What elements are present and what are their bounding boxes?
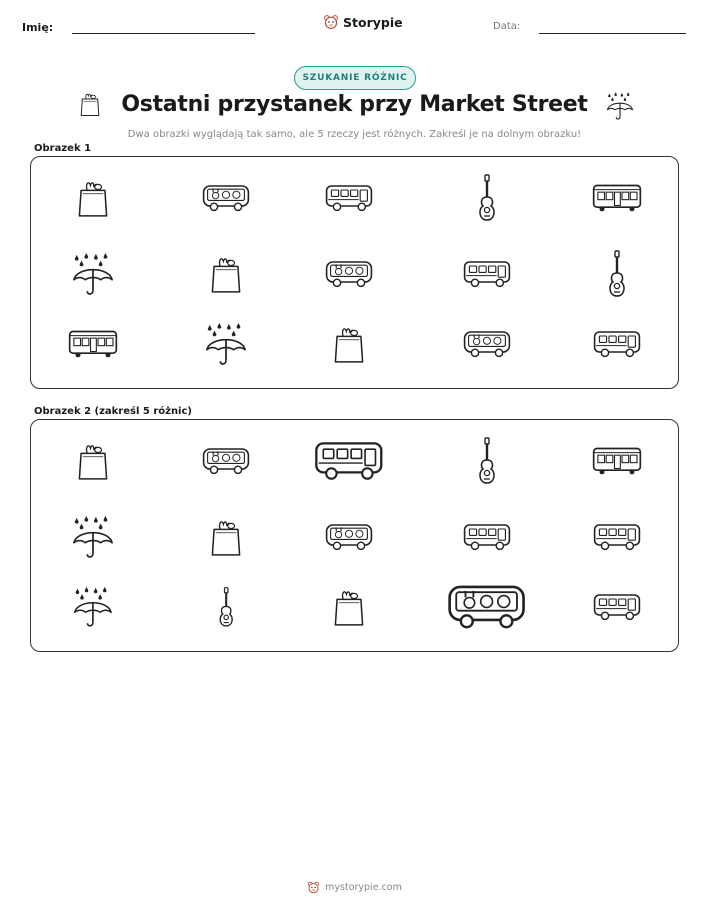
bus-icon[interactable] — [463, 522, 511, 552]
name-label: Imię: — [22, 21, 54, 34]
footer-url[interactable]: mystorypie.com — [325, 882, 402, 893]
brand-logo — [323, 14, 403, 30]
animal-bus-icon[interactable] — [325, 522, 373, 552]
grocery-bag-icon[interactable] — [76, 178, 110, 218]
grocery-bag-icon[interactable] — [76, 441, 110, 481]
animal-bus-icon[interactable] — [202, 183, 250, 213]
guitar-icon[interactable] — [216, 586, 236, 629]
picture1-label: Obrazek 1 — [34, 143, 92, 154]
train-car-icon[interactable] — [592, 445, 642, 477]
grocery-bag-icon[interactable] — [332, 324, 366, 364]
bus-icon[interactable] — [593, 329, 641, 359]
name-field[interactable] — [72, 33, 255, 34]
umbrella-rain-icon[interactable] — [72, 585, 114, 629]
picture2-label: Obrazek 2 (zakreśl 5 różnic) — [34, 406, 192, 417]
bus-icon[interactable] — [314, 439, 384, 483]
brand-name: Storypie — [343, 14, 403, 30]
umbrella-rain-icon[interactable] — [71, 251, 115, 297]
bear-logo-icon — [323, 14, 339, 30]
guitar-icon[interactable] — [475, 436, 499, 486]
guitar-icon[interactable] — [605, 249, 629, 299]
train-car-icon[interactable] — [592, 182, 642, 214]
footer — [0, 881, 709, 894]
umbrella-rain-icon — [605, 91, 635, 121]
animal-bus-icon[interactable] — [447, 582, 526, 632]
grocery-bag-icon[interactable] — [209, 517, 243, 557]
train-car-icon[interactable] — [68, 328, 118, 360]
bus-icon[interactable] — [325, 183, 373, 213]
grocery-bag-icon[interactable] — [332, 587, 366, 627]
guitar-icon[interactable] — [475, 173, 499, 223]
umbrella-rain-icon[interactable] — [204, 321, 248, 367]
date-field[interactable] — [539, 33, 686, 34]
bus-icon[interactable] — [593, 592, 641, 622]
grocery-bag-icon[interactable] — [209, 254, 243, 294]
page-title: Ostatni przystanek przy Market Street — [121, 92, 588, 117]
instructions: Dwa obrazki wyglądają tak samo, ale 5 rzeczy jest różnych. Zakreśl je na dolnym obrazku! — [127, 129, 582, 140]
date-label: Data: — [493, 21, 521, 32]
animal-bus-icon[interactable] — [325, 259, 373, 289]
umbrella-rain-icon[interactable] — [71, 514, 115, 560]
bus-icon[interactable] — [463, 259, 511, 289]
activity-badge: SZUKANIE RÓŻNIC — [294, 66, 416, 90]
animal-bus-icon[interactable] — [463, 329, 511, 359]
bear-logo-icon — [307, 881, 320, 894]
animal-bus-icon[interactable] — [202, 446, 250, 476]
bus-icon[interactable] — [593, 522, 641, 552]
